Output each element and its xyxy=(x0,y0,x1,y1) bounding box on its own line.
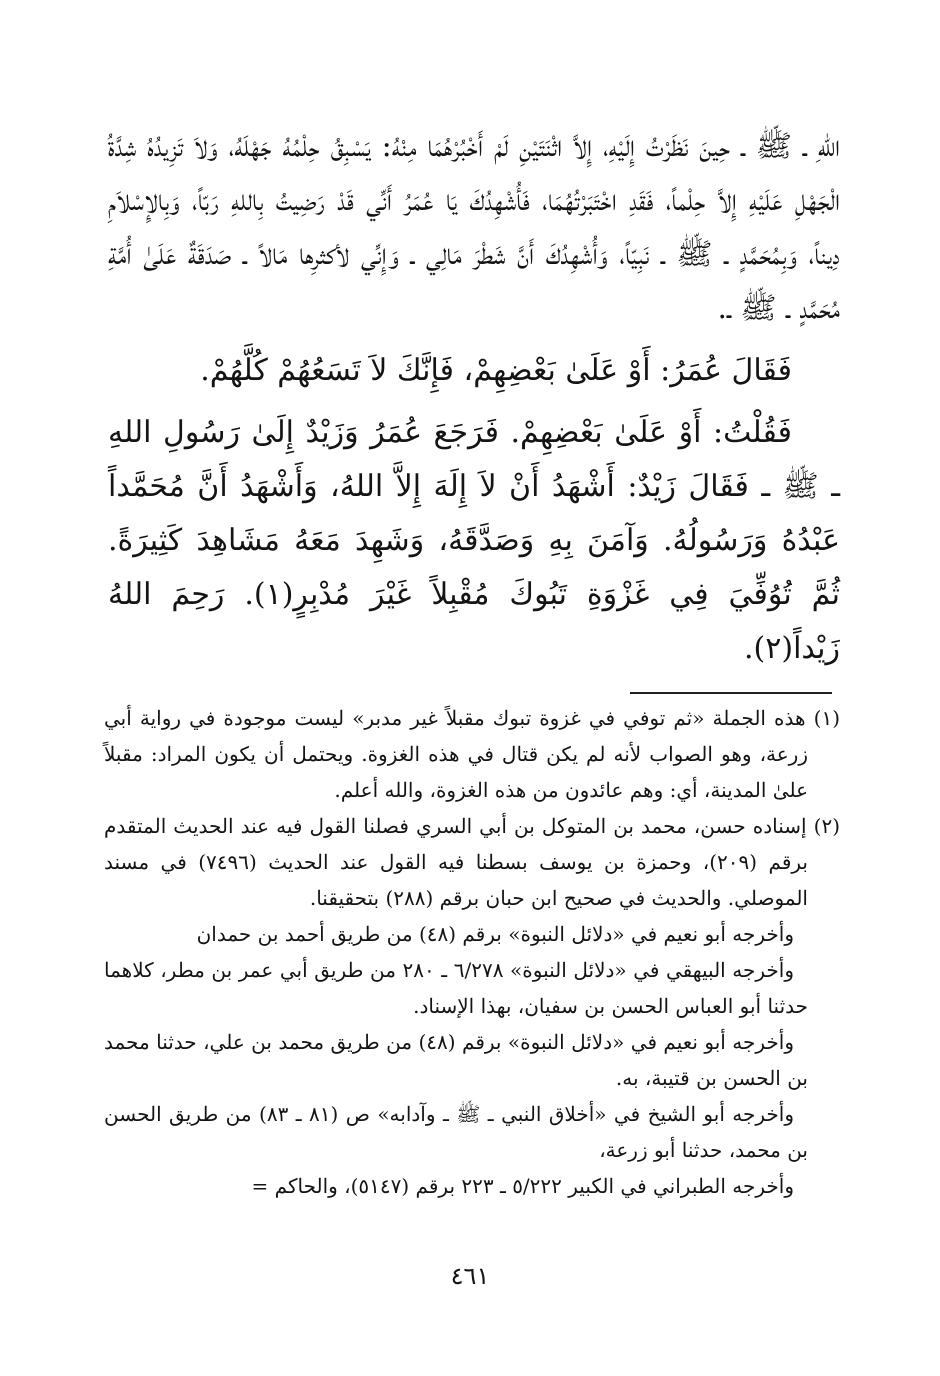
footnote-1: (١) هذه الجملة «ثم توفي في غزوة تبوك مقبلاً غير مدبر» ليست موجودة في رواية أبي زرعة، وهو الصواب لأنه لم يكن قتال في هذه الغزوة. ويحتمل أن يكون المراد: مقبلاً علىٰ المدينة، أي: وهم عائدون من هذه الغزوة، والله أعلم. xyxy=(104,706,840,802)
footnote-separator xyxy=(630,692,832,694)
main-paragraph: اللهِ ـ ﷺ ـ حِينَ نَظَرْتُ إِلَيْهِ، إِلاَّ اثْنَتَيْنِ لَمْ أَخْبُرْهُمَا مِنْهُ: يَسْبِقُ حِلْمُهُ جَهْلَهُ، وَلاَ تَزِيدُهُ شِدَّةُ الْجَهْلِ عَلَيْهِ إِلاَّ حِلْماً، فَقَدِ اخْتَبَرْتُهُمَا، فَأُشْهِدُكَ يَا عُمَرُ أَنِّي قَدْ رَضِيتُ بِاللهِ رَبّاً، وَبِالإِسْلاَمِ دِيناً، وَبِمُحَمَّدٍ ـ ﷺ ـ نَبِيّاً، وَأُشْهِدُكَ أَنَّ شَطْرَ مَالِي ـ وَإِنِّي لأكثرِها مَالاً ـ صَدَقَةٌ عَلَىٰ أُمَّةِ مُحَمَّدٍ ـ ﷺ ـ. xyxy=(108,129,840,326)
footnote-2-continuation: وأخرجه البيهقي في «دلائل النبوة» ٦/٢٧٨ ـ ٢٨٠ من طريق أبي عمر بن مطر، كلاهما حدثنا أبو العباس الحسن بن سفيان، بهذا الإسناد. xyxy=(104,958,808,1018)
main-paragraph: فَقَالَ عُمَرُ: أَوْ عَلَىٰ بَعْضِهِمْ، فَإِنَّكَ لاَ تَسَعُهُمْ كُلَّهُمْ. xyxy=(200,353,792,388)
footnotes xyxy=(104,700,840,1204)
page-number: ٤٦١ xyxy=(450,1262,490,1290)
main-text xyxy=(108,120,840,676)
footnote-2-continuation: وأخرجه أبو الشيخ في «أخلاق النبي ـ ﷺ ـ وآدابه» ص (٨١ ـ ٨٣) من طريق الحسن بن محمد، حدثنا أبو زرعة، xyxy=(104,1102,808,1162)
main-paragraph: فَقُلْتُ: أَوْ عَلَىٰ بَعْضِهِمْ. فَرَجَعَ عُمَرُ وَزَيْدٌ إِلَىٰ رَسُولِ اللهِ ـ ﷺ ـ فَقَالَ زَيْدٌ: أَشْهَدُ أَنْ لاَ إِلَهَ إِلاَّ اللهُ، وَأَشْهَدُ أَنَّ مُحَمَّداً عَبْدُهُ وَرَسُولُهُ. وَآمَنَ بِهِ وَصَدَّقَهُ، وَشَهِدَ مَعَهُ مَشَاهِدَ كَثِيرَةً. ثُمَّ تُوُفِّيَ فِي غَزْوَةِ تَبُوكَ مُقْبِلاً غَيْرَ مُدْبِرٍ(١). رَحِمَ اللهُ زَيْداً(٢). xyxy=(108,415,840,666)
footnote-2-continuation: وأخرجه أبو نعيم في «دلائل النبوة» برقم (٤٨) من طريق محمد بن علي، حدثنا محمد بن الحسن بن قتيبة، به. xyxy=(104,1030,808,1090)
footnote-2: (٢) إسناده حسن، محمد بن المتوكل بن أبي السري فصلنا القول فيه عند الحديث المتقدم برقم (٢٠٩)، وحمزة بن يوسف بسطنا فيه القول عند الحديث (٧٤٩٦) في مسند الموصلي. والحديث في صحيح ابن حبان برقم (٢٨٨) بتحقيقنا. xyxy=(104,814,840,910)
footnote-2-continuation: وأخرجه أبو نعيم في «دلائل النبوة» برقم (٤٨) من طريق أحمد بن حمدان xyxy=(196,922,794,946)
footnote-2-continuation: وأخرجه الطبراني في الكبير ٥/٢٢٢ ـ ٢٢٣ برقم (٥١٤٧)، والحاكم = xyxy=(251,1174,794,1198)
